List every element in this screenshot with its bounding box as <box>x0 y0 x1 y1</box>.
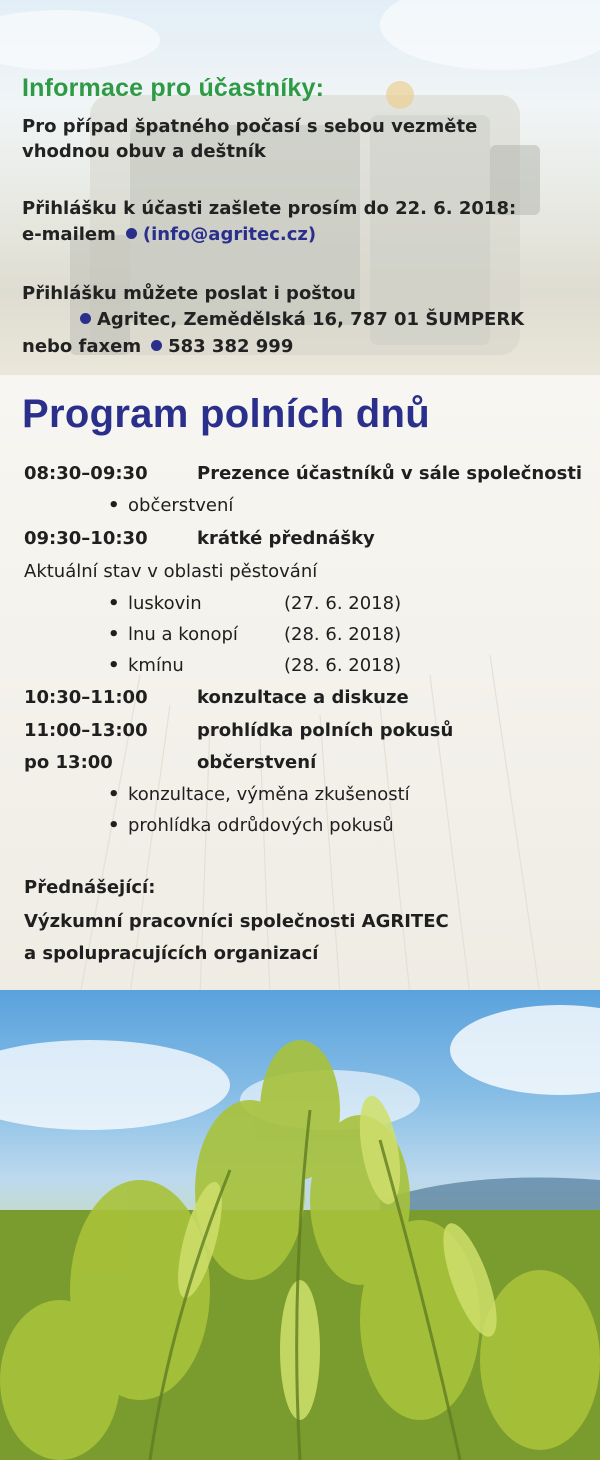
lecturers-title: Přednášející: <box>24 877 156 898</box>
bullet-text: luskovin <box>128 593 202 614</box>
program-bullet <box>108 784 410 805</box>
bullet-text: prohlídka odrůdových pokusů <box>128 815 394 836</box>
lecturers-line-2: a spolupracujících organizací <box>24 943 319 964</box>
row-text: krátké přednášky <box>197 528 375 549</box>
fax-number: 583 382 999 <box>168 336 294 357</box>
bullet-icon: • <box>108 784 120 805</box>
row-text: konzultace a diskuze <box>197 687 409 708</box>
email-line <box>22 224 316 245</box>
address-line <box>80 309 524 330</box>
row-time: po 13:00 <box>24 752 113 773</box>
post-line: Přihlášku můžete poslat i poštou <box>22 283 356 304</box>
row-text: prohlídka polních pokusů <box>197 720 454 741</box>
program-bullet <box>108 624 402 645</box>
bullet-icon: • <box>108 655 120 676</box>
bullet-date: (28. 6. 2018) <box>284 655 402 676</box>
program-row <box>24 720 453 741</box>
bullet-icon: • <box>108 624 120 645</box>
program-bullet <box>108 593 402 614</box>
bullet-text: občerstvení <box>128 495 234 516</box>
program-bullet <box>108 655 402 676</box>
bullet-date: (28. 6. 2018) <box>284 624 402 645</box>
bullet-icon: • <box>108 815 120 836</box>
bullet-text: konzultace, výměna zkušeností <box>128 784 410 805</box>
pea-field-photo <box>0 990 600 1460</box>
program-title: Program polních dnů <box>22 392 430 436</box>
lecturers-line-1: Výzkumní pracovníci společnosti AGRITEC <box>24 911 449 932</box>
bullet-dot-icon <box>151 340 162 351</box>
pea-plants-image <box>0 990 600 1460</box>
program-row <box>24 752 316 773</box>
bullet-date: (27. 6. 2018) <box>284 593 402 614</box>
bullet-dot-icon <box>80 313 91 324</box>
bullet-icon: • <box>108 495 120 516</box>
weather-line-2: vhodnou obuv a deštník <box>22 141 266 162</box>
row-time: 10:30–11:00 <box>24 687 148 708</box>
row-text: Prezence účastníků v sále společnosti <box>197 463 583 484</box>
program-bullet <box>108 495 233 516</box>
email-prefix: e-mailem <box>22 224 116 245</box>
email-link[interactable]: (info@agritec.cz) <box>142 224 317 245</box>
bullet-text: kmínu <box>128 655 184 676</box>
apply-deadline-line: Přihlášku k účasti zašlete prosím do 22. 6. 2018: <box>22 198 517 219</box>
program-row-full: Aktuální stav v oblasti pěstování <box>24 561 318 582</box>
program-row <box>24 463 582 484</box>
fax-prefix: nebo faxem <box>22 336 142 357</box>
program-row <box>24 687 409 708</box>
row-text: občerstvení <box>197 752 317 773</box>
address: Agritec, Zemědělská 16, 787 01 ŠUMPERK <box>97 309 525 330</box>
bullet-text: lnu a konopí <box>128 624 238 645</box>
program-bullet <box>108 815 394 836</box>
bullet-dot-icon <box>126 228 137 239</box>
weather-line-1: Pro případ špatného počasí s sebou vezměte <box>22 116 478 137</box>
row-time: 09:30–10:30 <box>24 528 148 549</box>
fax-line <box>22 336 293 357</box>
row-time: 08:30–09:30 <box>24 463 148 484</box>
row-time: 11:00–13:00 <box>24 720 148 741</box>
info-title: Informace pro účastníky: <box>22 74 325 102</box>
bullet-icon: • <box>108 593 120 614</box>
program-row <box>24 528 375 549</box>
